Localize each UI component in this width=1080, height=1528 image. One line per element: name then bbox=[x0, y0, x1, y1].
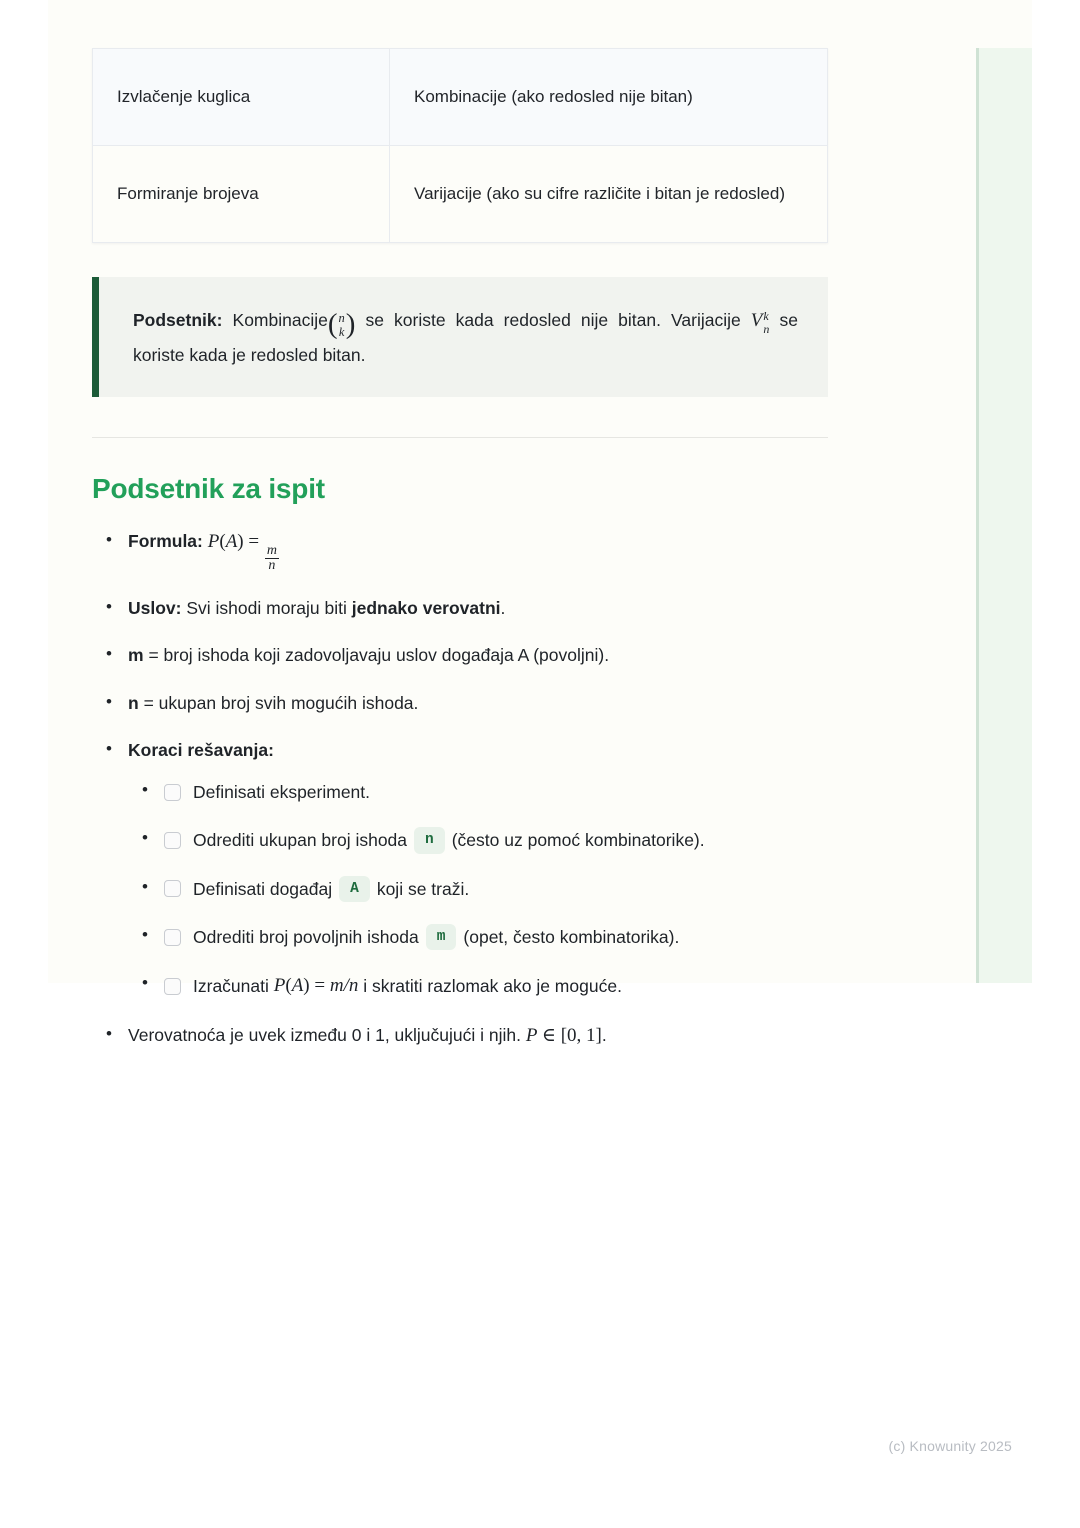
reminder-callout bbox=[92, 277, 828, 397]
solution-steps-checklist bbox=[128, 779, 828, 1001]
checklist-item[interactable] bbox=[164, 779, 828, 805]
variation-symbol bbox=[750, 309, 770, 336]
copyright-footer: (c) Knowunity 2025 bbox=[888, 1438, 1012, 1454]
step-text-tail: i skratiti razlomak ako je moguće. bbox=[363, 976, 622, 997]
page-side-accent-strip bbox=[976, 48, 1032, 983]
list-item-m-definition bbox=[126, 642, 828, 668]
callout-text-part-3: se koriste kada je redosled bitan. bbox=[133, 310, 798, 365]
callout-text-part-2: se koriste kada redosled nije bitan. Varijacije bbox=[365, 310, 741, 330]
condition-label: Uslov: bbox=[128, 598, 182, 619]
step-formula-equals: = bbox=[314, 975, 326, 997]
fraction-numerator: m bbox=[266, 542, 277, 558]
table-cell-scenario: Formiranje brojeva bbox=[93, 146, 390, 243]
step-text: • Definisati događaj bbox=[193, 878, 333, 899]
checkbox[interactable] bbox=[164, 832, 181, 849]
checkbox[interactable] bbox=[164, 978, 181, 995]
code-badge-m: m bbox=[426, 924, 457, 950]
range-formula bbox=[526, 1025, 602, 1046]
checklist-item[interactable] bbox=[164, 972, 828, 1001]
range-p: P bbox=[525, 1024, 538, 1046]
probability-formula bbox=[207, 530, 280, 574]
checklist-item[interactable] bbox=[164, 924, 828, 950]
table-cell-scenario: Izvlačenje kuglica bbox=[93, 49, 390, 146]
variation-subsup bbox=[763, 310, 769, 335]
range-element-of: ∈ bbox=[541, 1024, 556, 1046]
step-text: • Odrediti ukupan broj ishoda bbox=[193, 830, 408, 851]
steps-label: Koraci rešavanja: bbox=[128, 739, 274, 760]
paren-close: ) bbox=[345, 307, 356, 340]
comparison-table bbox=[92, 48, 828, 243]
n-symbol: n bbox=[128, 692, 139, 713]
binom-bottom: k bbox=[338, 324, 345, 339]
variation-letter: V bbox=[750, 310, 763, 331]
code-badge-n: n bbox=[414, 827, 445, 853]
condition-emphasis: jednako verovatni bbox=[351, 598, 501, 619]
step-formula-p: P bbox=[273, 975, 286, 997]
table-cell-method: Kombinacije (ako redosled nije bitan) bbox=[390, 49, 828, 146]
formula-paren-close: ) bbox=[237, 530, 244, 552]
step-text: • Odrediti broj povoljnih ishoda bbox=[193, 926, 419, 947]
variation-superscript: k bbox=[763, 309, 769, 324]
m-description: = broj ishoda koji zadovoljavaju uslov događaja A (povoljni). bbox=[148, 645, 610, 666]
exam-reminder-list bbox=[92, 528, 828, 1051]
list-item-n-definition bbox=[126, 690, 828, 716]
callout-text bbox=[133, 303, 798, 371]
range-interval: [0, 1] bbox=[560, 1024, 602, 1046]
section-heading: Podsetnik za ispit bbox=[92, 472, 325, 504]
binom-top: n bbox=[338, 310, 345, 325]
formula-p: P bbox=[207, 530, 220, 552]
condition-period: . bbox=[500, 598, 506, 619]
list-item-probability-range bbox=[126, 1022, 828, 1051]
section-divider bbox=[92, 437, 828, 438]
binomial-coefficient-notation bbox=[327, 307, 356, 340]
formula-label: Formula: bbox=[128, 530, 203, 551]
formula-a: A bbox=[225, 530, 238, 552]
list-item-formula bbox=[126, 528, 828, 575]
checkbox[interactable] bbox=[164, 880, 181, 897]
fraction-denominator: n bbox=[268, 558, 276, 574]
formula-fraction bbox=[265, 544, 279, 574]
formula-equals: = bbox=[248, 530, 260, 552]
step-text: • Izračunati bbox=[193, 976, 269, 997]
step-formula-mn: m/n bbox=[329, 975, 359, 997]
paren-open: ( bbox=[327, 307, 338, 340]
formula-paren-open: ( bbox=[219, 530, 226, 552]
range-period: . bbox=[601, 1024, 607, 1045]
checkbox[interactable] bbox=[164, 929, 181, 946]
checklist-item[interactable] bbox=[164, 827, 828, 853]
step-formula-paren-open: ( bbox=[285, 975, 292, 997]
step-text-tail: (opet, često kombinatorika). bbox=[463, 926, 680, 947]
binom-stack bbox=[338, 311, 346, 339]
condition-text: Svi ishodi moraju biti bbox=[186, 598, 347, 619]
list-item-condition bbox=[126, 595, 828, 621]
step-text: • Definisati eksperiment. bbox=[193, 782, 371, 803]
code-badge-a: A bbox=[339, 876, 370, 902]
checklist-item[interactable] bbox=[164, 876, 828, 902]
step-formula bbox=[274, 972, 359, 1001]
variation-subscript: n bbox=[763, 321, 770, 336]
step-text-tail: koji se traži. bbox=[376, 878, 470, 899]
document-page bbox=[48, 0, 1032, 1046]
n-description: = ukupan broj svih mogućih ishoda. bbox=[143, 692, 419, 713]
table-row bbox=[93, 49, 828, 146]
list-item-steps bbox=[126, 737, 828, 1001]
checkbox[interactable] bbox=[164, 784, 181, 801]
table-cell-method: Varijacije (ako su cifre različite i bitan je redosled) bbox=[390, 146, 828, 243]
table-row bbox=[93, 146, 828, 243]
step-formula-a: A bbox=[291, 975, 304, 997]
callout-label: Podsetnik: bbox=[133, 310, 223, 330]
range-text: Verovatnoća je uvek između 0 i 1, uključujući i njih. bbox=[128, 1024, 521, 1045]
m-symbol: m bbox=[128, 645, 144, 666]
document-content bbox=[92, 48, 828, 1071]
callout-text-part-1: Kombinacije bbox=[232, 310, 328, 330]
step-formula-paren-close: ) bbox=[303, 975, 310, 997]
step-text-tail: (često uz pomoć kombinatorike). bbox=[451, 830, 705, 851]
